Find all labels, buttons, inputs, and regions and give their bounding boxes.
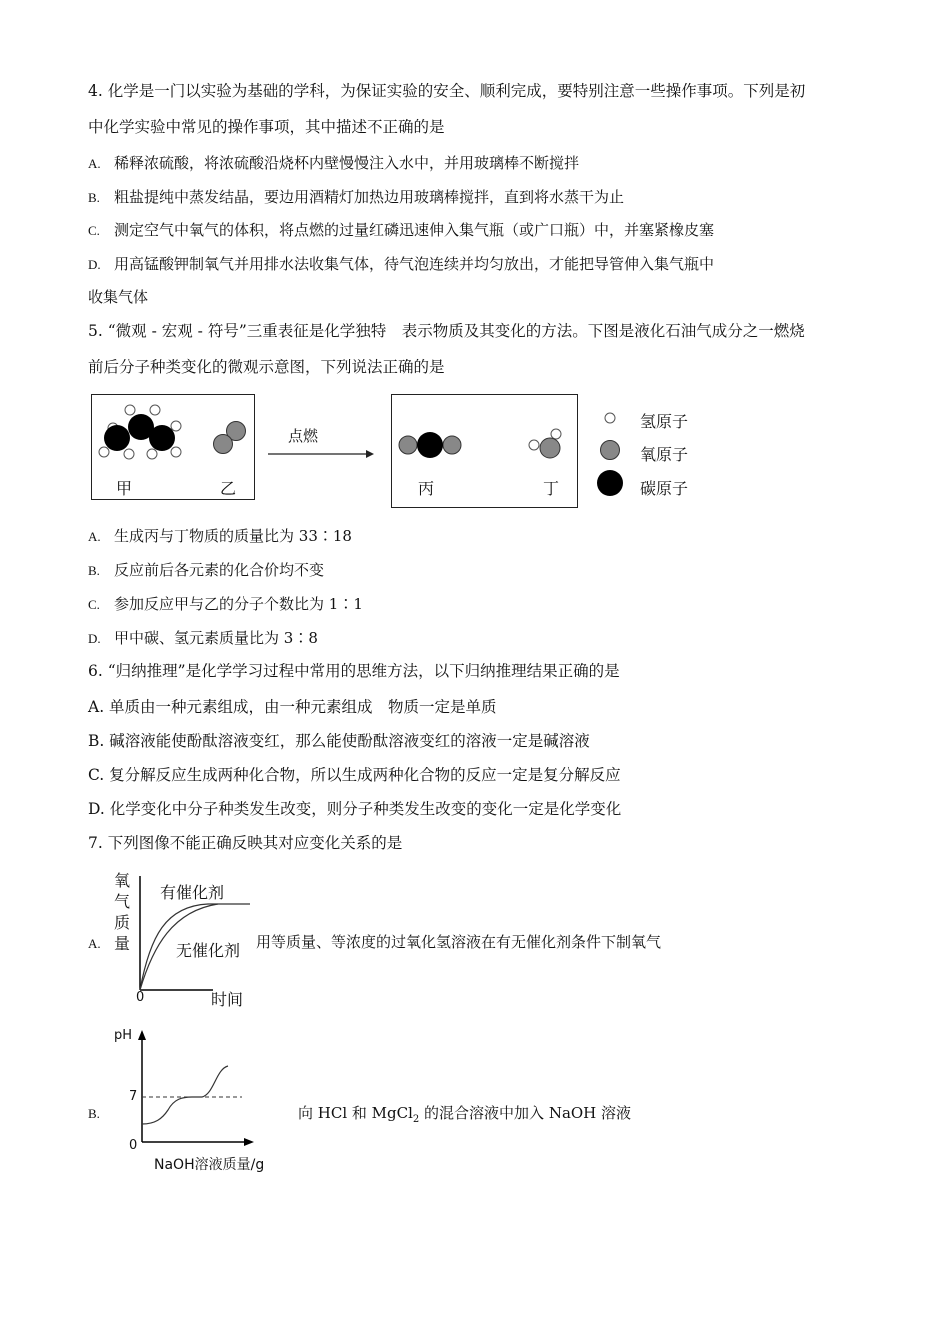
legend-oxygen-icon [601,441,620,460]
molecule-svg [88,392,708,512]
legend-oxygen-label: 氧原子 [640,445,689,464]
option-text: 测定空气中氧气的体积，将点燃的过量红磷迅速伸入集气瓶（或广口瓶）中，并塞紧橡皮塞 [114,221,715,239]
b-text-sub: 2 [412,1114,420,1125]
q5-option-d [88,627,318,650]
time-xlabel: 时间 [211,990,244,1009]
oxygen-mass-ylabel [114,870,132,954]
q4-option-d [88,253,714,276]
legend-hydrogen-icon [605,413,615,423]
q4-option-b [88,186,624,209]
legend-hydrogen-label: 氢原子 [640,412,689,431]
carbon-dioxide-molecule [399,432,461,458]
q4-stem-line1: 4. 化学是一门以实验为基础的学科，为保证实验的安全、顺利完成，要特别注意一些操作事项。下列是初 [88,82,806,100]
option-key: D. [88,631,101,646]
option-key: B. [88,563,100,578]
option-text: 稀释浓硫酸，将浓硫酸沿烧杯内壁慢慢注入水中，并用玻璃棒不断搅拌 [114,154,580,172]
label-jia: 甲 [116,479,133,498]
ylabel-char: 量 [114,934,131,953]
label-bing: 丙 [418,479,435,498]
origin-label: 0 [136,990,145,1005]
q6-option-c: C. 复分解反应生成两种化合物，所以生成两种化合物的反应一定是复分解反应 [88,766,621,784]
naoh-xlabel: NaOH溶液质量/g [154,1157,265,1173]
option-key: A. [88,529,101,544]
option-key: D. [88,257,101,272]
option-key: C. [88,223,100,238]
no-catalyst-label: 无催化剂 [176,941,241,960]
q4-option-d-continued: 收集气体 [88,288,149,306]
q7-option-b-text [298,1102,631,1131]
x-axis-arrow [244,1138,254,1146]
ylabel-char: 氧 [114,871,131,890]
arrow-label: 点燃 [288,427,319,445]
option-text: 反应前后各元素的化合价均不变 [114,561,325,579]
q6-option-d: D. 化学变化中分子种类发生改变，则分子种类发生改变的变化一定是化学变化 [88,800,622,818]
q6-option-a: A. 单质由一种元素组成，由一种元素组成 物质一定是单质 [88,698,497,716]
y-axis-arrow [138,1030,146,1040]
option-key: B. [88,1106,100,1121]
ylabel-char: 质 [114,913,131,932]
label-yi: 乙 [220,479,237,498]
ylabel-char: 气 [114,892,131,911]
legend-carbon-label: 碳原子 [640,479,689,498]
q5-stem-line2: 前后分子种类变化的微观示意图，下列说法正确的是 [88,358,445,376]
catalyst-label: 有催化剂 [160,883,225,902]
q5-stem-line1: 5. “微观 - 宏观 - 符号”三重表征是化学独特 表示物质及其变化的方法。下图是液化石油气成分之一燃烧 [88,322,805,340]
label-ding: 丁 [543,479,560,498]
option-text: 用高锰酸钾制氧气并用排水法收集气体，待气泡连续并均匀放出，才能把导管伸入集气瓶中 [114,255,715,273]
propane-molecule [99,405,181,459]
ph-graph [110,1024,300,1176]
ph-7-tick: 7 [129,1089,138,1104]
oxygen-mass-graph [108,866,258,1012]
option-key: A. [88,936,101,951]
q4-option-c [88,219,714,242]
q7-stem: 7. 下列图像不能正确反映其对应变化关系的是 [88,834,403,852]
q5-option-a [88,525,352,548]
option-text: 甲中碳、氢元素质量比为 3∶8 [114,629,318,647]
oxygen-molecule [214,422,246,454]
water-molecule [529,429,561,458]
q4-stem-line2: 中化学实验中常见的操作事项，其中描述不正确的是 [88,118,445,136]
option-text: 参加反应甲与乙的分子个数比为 1∶1 [114,595,363,613]
q6-stem: 6. “归纳推理”是化学学习过程中常用的思维方法，以下归纳推理结果正确的是 [88,662,620,680]
arrow-head [366,450,374,458]
ph-ylabel: pH [114,1028,133,1043]
option-text: 粗盐提纯中蒸发结晶，要边用酒精灯加热边用玻璃棒搅拌，直到将水蒸干为止 [114,188,625,206]
q5-option-c [88,593,363,616]
b-text-post: 的混合溶液中加入 NaOH 溶液 [419,1104,632,1122]
option-key: A. [88,156,101,171]
q5-option-b [88,559,324,582]
option-key: C. [88,597,100,612]
molecule-diagram [88,392,708,512]
q6-option-b: B. 碱溶液能使酚酞溶液变红，那么能使酚酞溶液变红的溶液一定是碱溶液 [88,732,590,750]
q7-option-a-text: 用等质量、等浓度的过氧化氢溶液在有无催化剂条件下制氧气 [256,933,662,951]
option-text: 生成丙与丁物质的质量比为 33∶18 [114,527,352,545]
ph-curve [142,1066,228,1124]
origin-label: 0 [129,1138,138,1153]
option-key: B. [88,190,100,205]
legend-carbon-icon [597,470,623,496]
q4-option-a [88,152,579,175]
b-text-pre: 向 HCl 和 MgCl [298,1104,413,1122]
